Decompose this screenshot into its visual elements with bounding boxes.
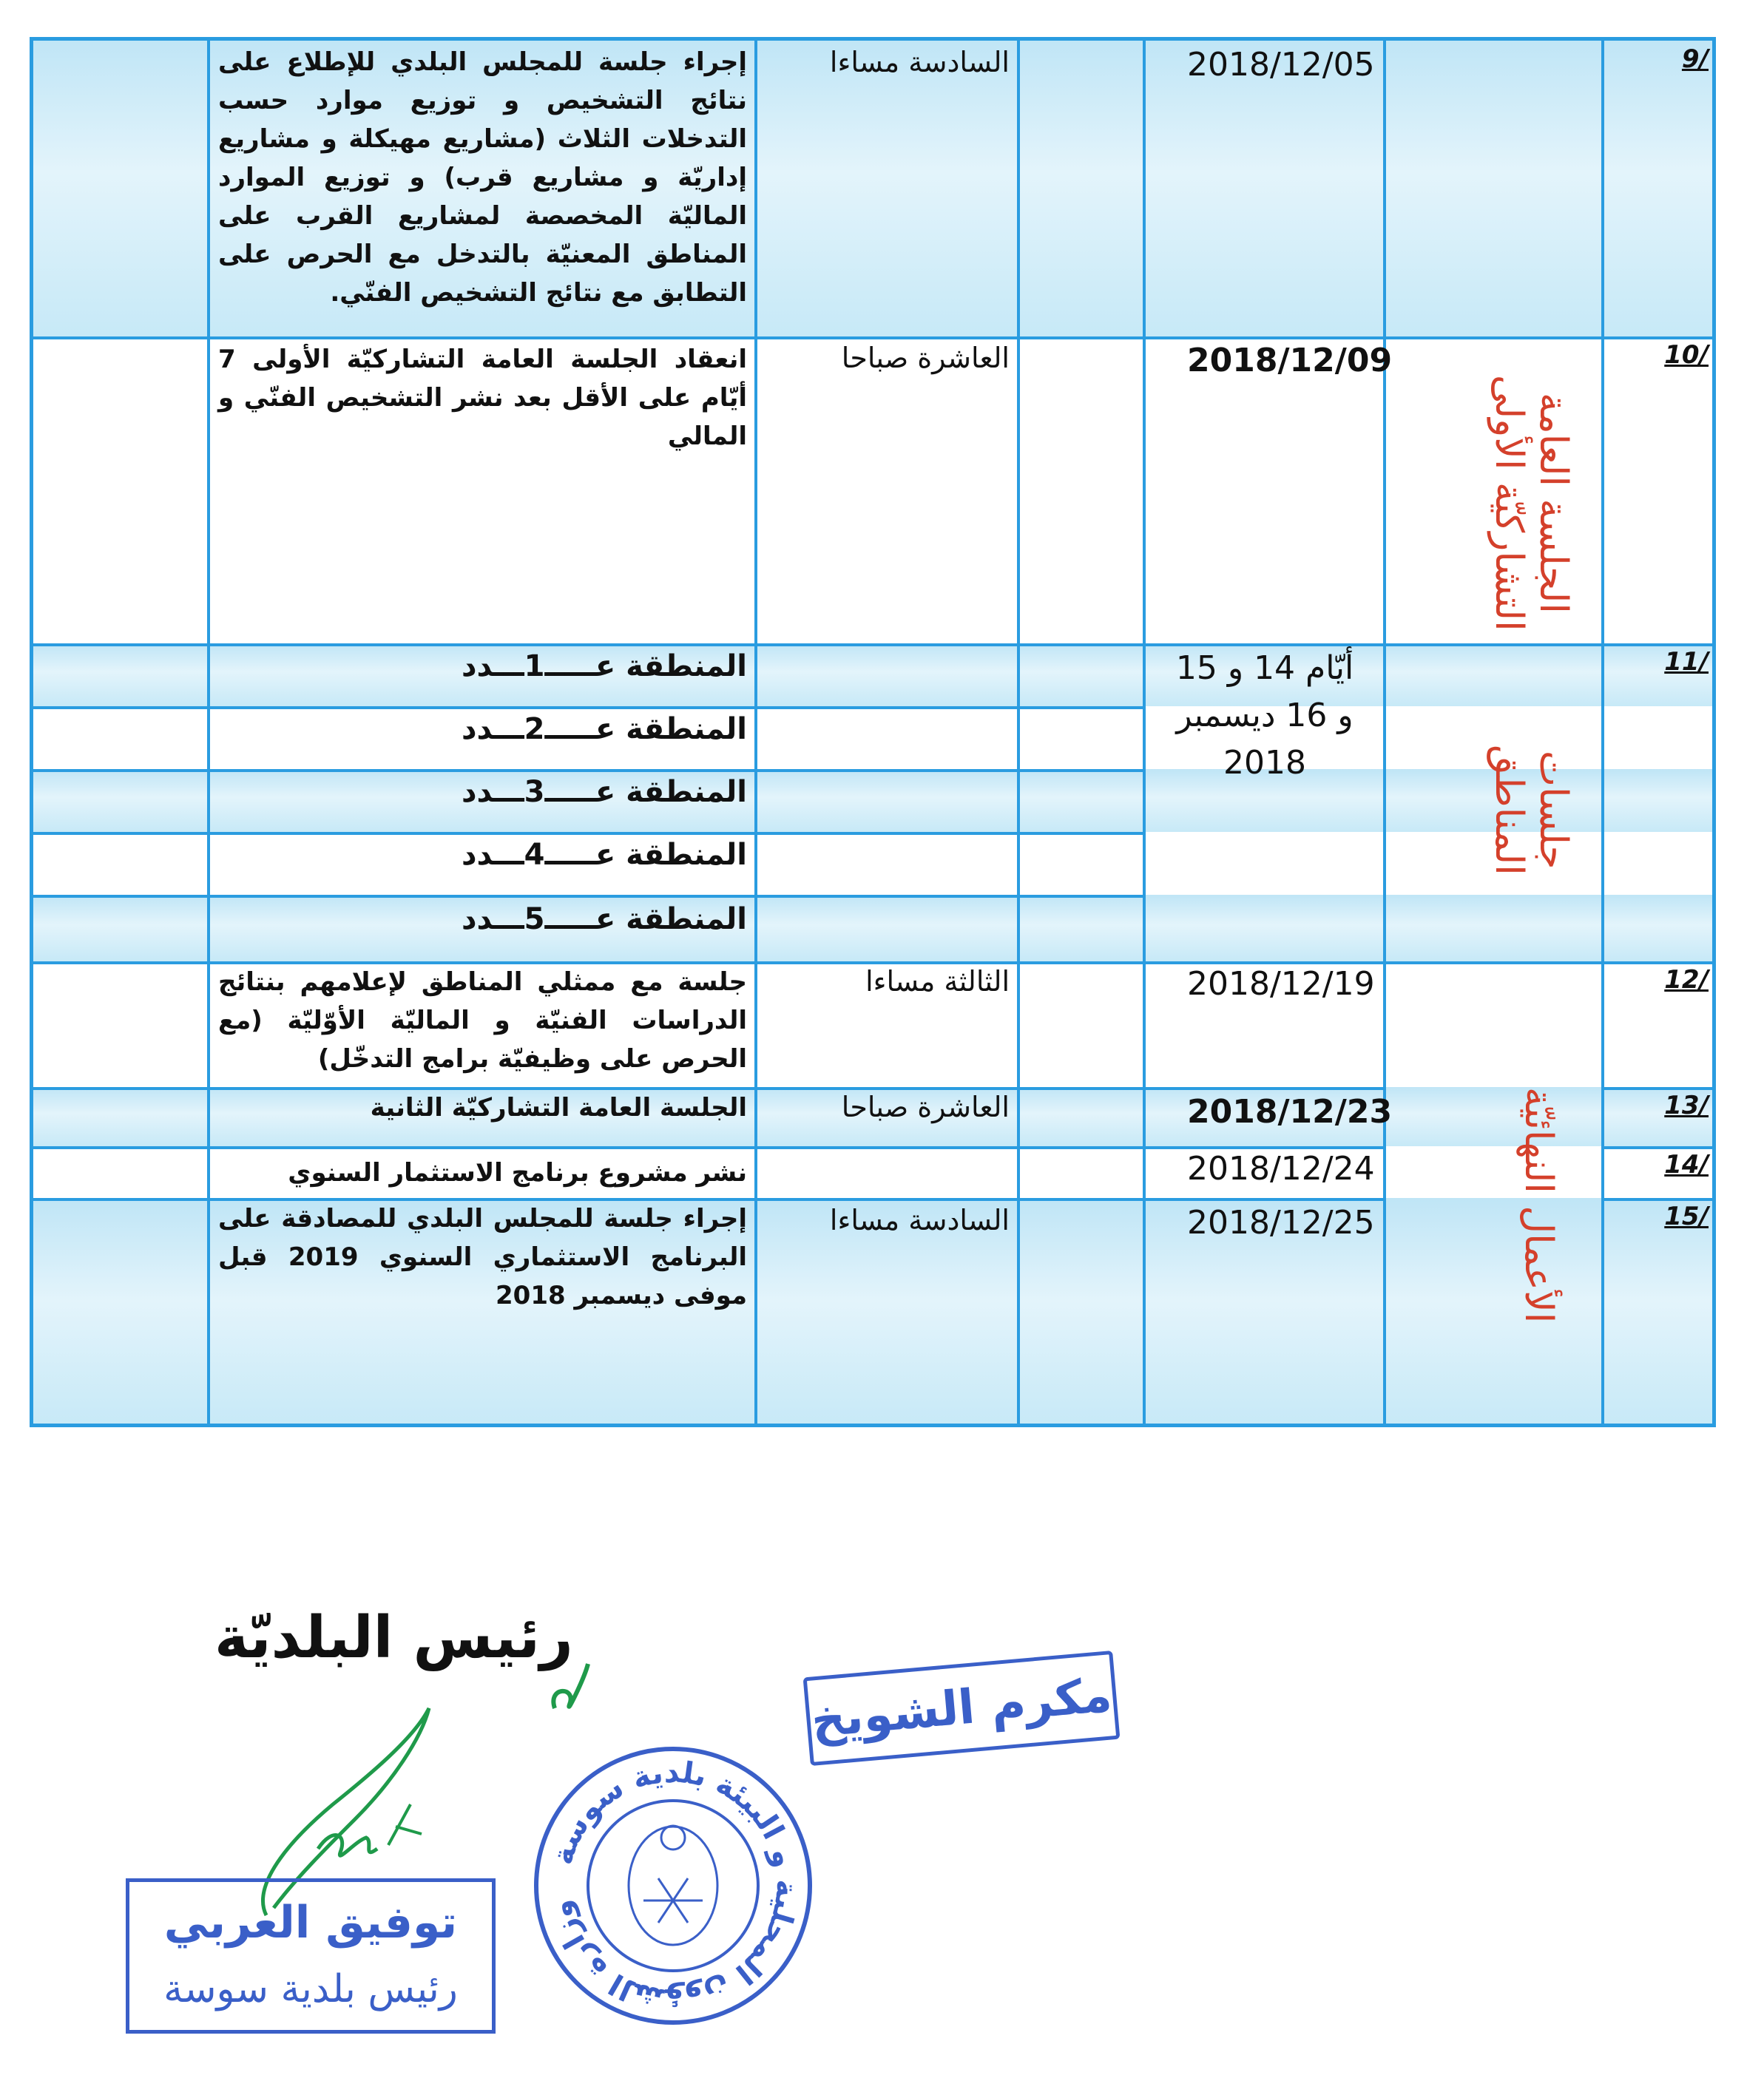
row-number: /11 — [1664, 647, 1709, 677]
row-number: /10 — [1664, 340, 1709, 370]
row-time: العاشرة صباحا — [841, 342, 1010, 374]
row-date: 2018/12/25 — [1187, 1204, 1375, 1242]
row-number: /13 — [1664, 1091, 1709, 1120]
zone-label: المنطقة عـــــ1ـــدد — [462, 649, 747, 683]
row-date: 2018/12/19 — [1187, 965, 1375, 1003]
row-time: الثالثة مساءا — [865, 965, 1010, 998]
row-date — [1146, 645, 1383, 787]
row-number: /14 — [1664, 1150, 1709, 1180]
phase-label — [1435, 688, 1575, 932]
date-line: أيّام 14 و 15 — [1175, 649, 1354, 687]
date-line: و 16 ديسمبر — [1176, 697, 1354, 734]
row-activity: إجراء جلسة للمجلس البلدي للمصادقة على البرنامج الاستثماري السنوي 2019 قبل موفى ديسمبر 2018 — [218, 1204, 748, 1310]
row-date: 2018/12/05 — [1187, 46, 1375, 84]
row-time: العاشرة صباحا — [841, 1091, 1010, 1123]
row-time: السادسة مساءا — [829, 46, 1010, 78]
initials-mark — [540, 1656, 599, 1723]
phase-label-line: التشاركيّة — [1487, 481, 1531, 632]
row-number: /9 — [1681, 44, 1709, 74]
row-activity: نشر مشروع برنامج الاستثمار السنوي — [288, 1158, 747, 1188]
stamp-name: مكرم الشويخ — [808, 1668, 1115, 1749]
zone-label: المنطقة عـــــ5ـــدد — [462, 902, 747, 936]
zone-label: المنطقة عـــــ4ـــدد — [462, 838, 747, 872]
mayor-stamp-title: رئيس بلدية سوسة — [163, 1967, 458, 2011]
phase-label — [1420, 370, 1575, 636]
row-activity: انعقاد الجلسة العامة التشاركيّة الأولى 7 أيّام على الأقل بعد نشر التشخيص الفنّي و المالي — [218, 345, 747, 451]
mayor-stamp-name: توفيق العربي — [163, 1897, 458, 1949]
official-seal — [518, 1730, 828, 2041]
row-activity: إجراء جلسة للمجلس البلدي للإطلاع على نتائج التشخيص و توزيع موارد حسب التدخلات الثلاث (مشاريع مهيكلة و مشاريع إداريّة و مشاريع قرب) و توزيع الموارد الماليّة المخصصة لمشاريع القرب على المناطق المعنيّة بالتدخل مع الحرص على التطابق مع نتائج التشخيص الفنّي. — [218, 47, 747, 308]
mayor-stamp — [126, 1878, 496, 2034]
seal-text: وزارة الشؤون المحلية و البيئة بلدية سوسة — [544, 1755, 804, 2017]
phase-label-line: الجلسة العامة — [1531, 392, 1575, 614]
date-line: 2018 — [1223, 744, 1306, 782]
schedule-table — [30, 37, 1716, 1427]
zone-label: المنطقة عـــــ2ـــدد — [462, 712, 747, 746]
row-activity: الجلسة العامة التشاركيّة الثانية — [370, 1093, 747, 1123]
row-number: /12 — [1664, 965, 1709, 995]
svg-text:وزارة الشؤون المحلية و البيئة — [544, 1756, 803, 2016]
name-stamp — [803, 1651, 1121, 1766]
mayor-title: رئيس البلديّة — [214, 1605, 573, 1671]
phase-label-line: الأولى — [1487, 374, 1531, 470]
row-date: 2018/12/23 — [1187, 1093, 1393, 1131]
row-number: /15 — [1664, 1202, 1709, 1231]
zone-label: المنطقة عـــــ3ـــدد — [462, 775, 747, 809]
row-date: 2018/12/09 — [1187, 342, 1393, 379]
phase-label: الأعمال النهائيّة — [1516, 1087, 1561, 1324]
row-time: السادسة مساءا — [829, 1204, 1010, 1236]
phase-label-line: المناطق — [1487, 744, 1531, 876]
row-activity: جلسة مع ممثلي المناطق لإعلامهم بنتائج الدراسات الفنيّة و الماليّة الأوّليّة (مع الحرص على وظيفيّة برامج التدخّل) — [218, 967, 747, 1074]
phase-label-line: جلسات — [1531, 750, 1575, 870]
row-date: 2018/12/24 — [1187, 1150, 1375, 1188]
